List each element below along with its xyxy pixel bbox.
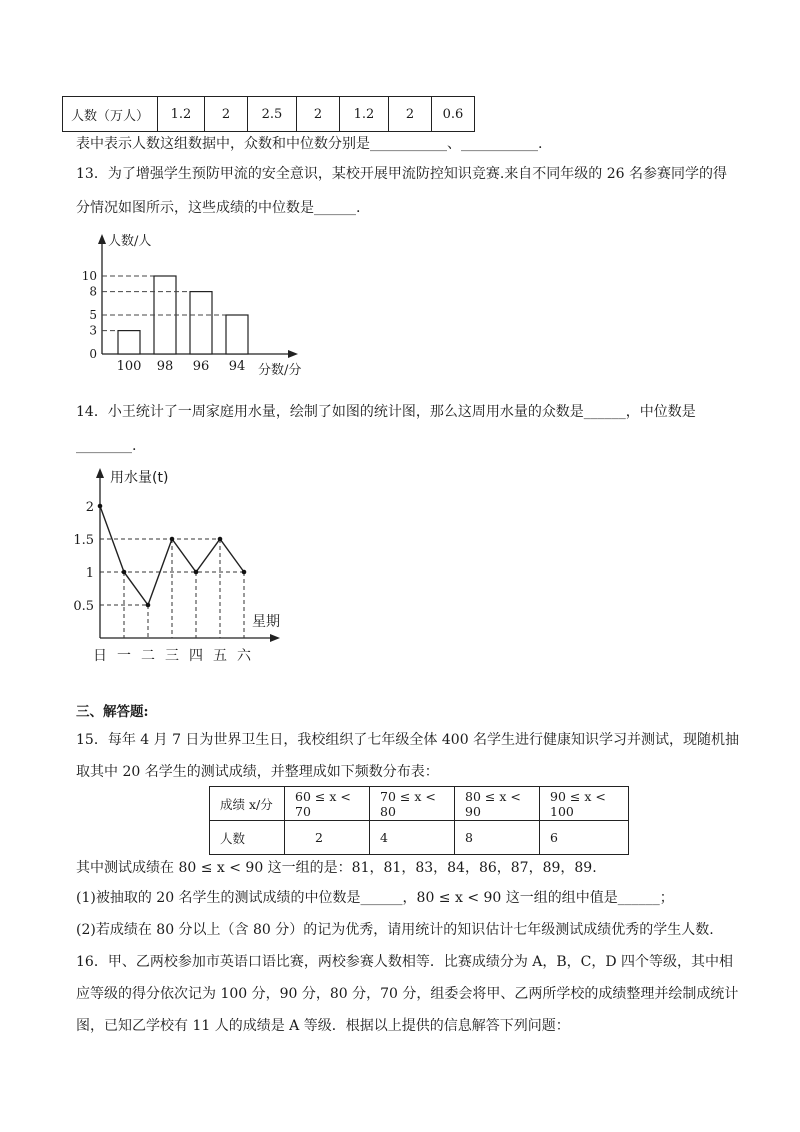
freq-count-cell: 4 [370, 821, 455, 855]
y-tick-label: 1.5 [73, 533, 94, 548]
freq-header-cell: 60 ≤ x < 70 [285, 787, 370, 821]
x-tick-label: 六 [237, 648, 251, 664]
x-tick-label: 98 [156, 359, 174, 374]
frequency-table [209, 786, 629, 855]
x-tick-label: 一 [117, 648, 131, 664]
freq-count-cell: 2 [285, 821, 370, 855]
y-axis-arrow [98, 234, 106, 244]
q15-sub2: (2)若成绩在 80 分以上（含 80 分）的记为优秀，请用统计的知识估计七年级测试成绩优秀的学生人数. [76, 922, 714, 938]
x-tick-label: 日 [93, 648, 107, 664]
bar [118, 331, 140, 354]
data-point [122, 570, 127, 575]
q14-line1: 14．小王统计了一周家庭用水量，绘制了如图的统计图，那么这周用水量的众数是______，中位数是 [76, 404, 696, 420]
table-cell: 2.5 [248, 97, 297, 132]
y-tick-label: 3 [89, 323, 97, 338]
x-tick-label: 五 [213, 648, 227, 664]
bar [154, 276, 176, 354]
data-point [218, 537, 223, 542]
y-tick-label: 8 [89, 284, 97, 299]
q16-line2: 应等级的得分依次记为 100 分，90 分，80 分，70 分，组委会将甲、乙两所学校的成绩整理并绘制成统计 [76, 986, 739, 1002]
data-point [146, 603, 151, 608]
data-point [194, 570, 199, 575]
table-header-cell: 人数（万人） [63, 97, 158, 132]
freq-header-cell: 成绩 x/分 [210, 787, 285, 821]
freq-header-cell: 90 ≤ x < 100 [540, 787, 629, 821]
q16-line1: 16．甲、乙两校参加市英语口语比赛，两校参赛人数相等．比赛成绩分为 A，B，C，D 四个等级，其中相 [76, 954, 734, 970]
x-tick-label: 96 [192, 359, 210, 374]
x-axis-arrow [288, 350, 298, 358]
q13-line1: 13．为了增强学生预防甲流的安全意识，某校开展甲流防控知识竞赛.来自不同年级的 26 名参赛同学的得 [76, 166, 727, 182]
table-cell: 2 [205, 97, 248, 132]
freq-header-cell: 80 ≤ x < 90 [455, 787, 540, 821]
x-axis-label: 分数/分 [258, 363, 302, 378]
x-tick-label: 100 [116, 359, 142, 374]
x-tick-label: 94 [228, 359, 246, 374]
y-tick-label: 1 [85, 566, 94, 581]
y-tick-label: 2 [85, 500, 94, 515]
table-cell: 1.2 [340, 97, 389, 132]
freq-header-cell: 70 ≤ x < 80 [370, 787, 455, 821]
q13-line2: 分情况如图所示，这些成绩的中位数是______. [76, 200, 361, 216]
bar [226, 315, 248, 354]
x-tick-label: 二 [141, 648, 155, 664]
table-cell: 1.2 [158, 97, 205, 132]
q16-line3: 图，已知乙学校有 11 人的成绩是 A 等级．根据以上提供的信息解答下列问题： [76, 1018, 570, 1034]
q15-line1: 15．每年 4 月 7 日为世界卫生日，我校组织了七年级全体 400 名学生进行健康知识学习并测试，现随机抽 [76, 732, 740, 748]
score-bar-chart [80, 228, 320, 378]
bar [190, 292, 212, 354]
water-line-chart [73, 462, 306, 672]
population-table [62, 96, 475, 132]
data-point [170, 537, 175, 542]
freq-count-cell: 6 [540, 821, 629, 855]
x-axis-arrow [270, 634, 280, 642]
section-heading: 三、解答题: [76, 704, 149, 720]
y-axis-label: 人数/人 [108, 234, 152, 249]
freq-count-cell: 8 [455, 821, 540, 855]
freq-row-label: 人数 [210, 821, 285, 855]
table-question: 表中表示人数这组数据中，众数和中位数分别是___________、___________. [76, 136, 543, 152]
x-axis-label: 星期 [252, 614, 280, 630]
q15-line3: 其中测试成绩在 80 ≤ x < 90 这一组的是：81，81，83，84，86，87，89，89. [76, 860, 597, 876]
table-cell: 2 [297, 97, 340, 132]
y-tick-label: 5 [89, 308, 97, 322]
q15-line2: 取其中 20 名学生的测试成绩，并整理成如下频数分布表： [76, 764, 439, 780]
y-axis-label: 用水量(t) [110, 470, 169, 486]
x-tick-label: 三 [165, 648, 179, 664]
x-tick-label: 四 [189, 648, 203, 664]
y-axis-arrow [96, 468, 104, 478]
table-cell: 2 [389, 97, 432, 132]
table-cell: 0.6 [432, 97, 475, 132]
y-tick-label: 0 [89, 347, 97, 361]
q15-sub1: (1)被抽取的 20 名学生的测试成绩的中位数是______，80 ≤ x < 90 这一组的组中值是______； [76, 890, 674, 906]
y-tick-label: 10 [81, 269, 97, 283]
q14-line2: ________. [76, 438, 137, 454]
data-point [98, 504, 103, 509]
y-tick-label: 0.5 [73, 599, 94, 614]
data-point [242, 570, 247, 575]
